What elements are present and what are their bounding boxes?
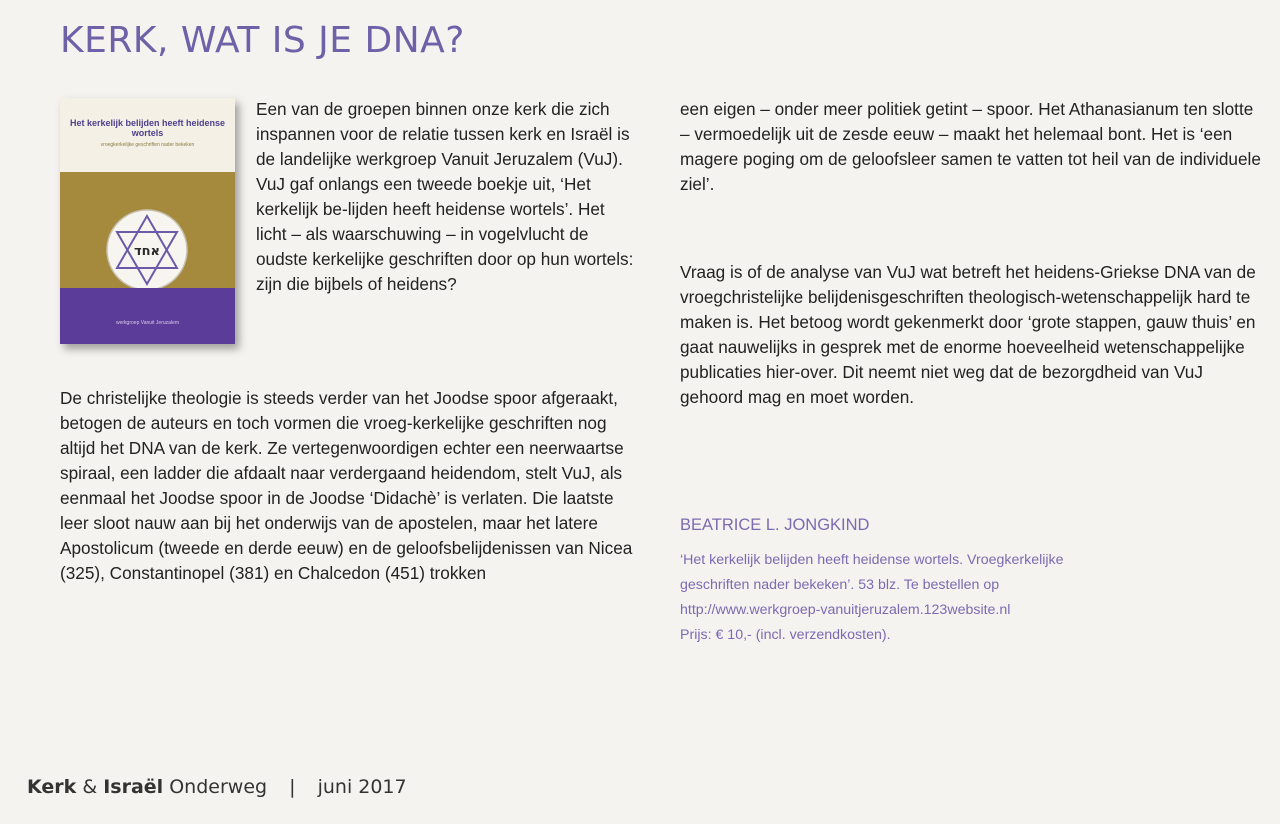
book-cover-title: Het kerkelijk belijden heeft heidense wortels [69,118,226,138]
book-cover-image [60,98,235,344]
article-paragraph-3: een eigen – onder meer politiek getint – spoor. Het Athanasianum ten slotte – vermoedelijk uit de zesde eeuw – maakt het helemaal bont. Het is ‘een magere poging om de geloofsleer samen te vatten tot heil van de individuele ziel’. [680,99,1261,194]
footer-date: juni 2017 [317,776,407,798]
book-reference-price: Prijs: € 10,- (incl. verzendkosten). [680,627,891,643]
article-paragraph-4: Vraag is of de analyse van VuJ wat betreft het heidens-Griekse DNA van de vroegchristelijke belijdenisgeschriften theologisch-wetenschappelijk hard te maken is. Het betoog wordt gekenmerkt door ‘grote stappen, gauw thuis’ en gaat nauwelijks in gesprek met de enorme hoeveelheid wetenschappelijke publicaties hier-over. Dit neemt niet weg dat de bezorgdheid van VuJ gehoord mag en moet worden. [680,262,1256,407]
star-of-david-icon [105,208,189,292]
book-cover-bottom-band [60,288,235,344]
book-reference-line: geschriften nader bekeken’. 53 blz. Te bestellen op [680,577,1000,593]
book-reference-url[interactable]: http://www.werkgroep-vanuitjeruzalem.123website.nl [680,602,1011,618]
footer [27,776,407,798]
footer-brand-amp: & [82,776,98,798]
byline-author: BEATRICE L. JONGKIND [680,516,870,534]
article-paragraph-1: Een van de groepen binnen onze kerk die zich inspannen voor de relatie tussen kerk en Israël is de landelijke werkgroep Vanuit Jeruzalem (VuJ). VuJ gaf onlangs een tweede boekje uit, ‘Het kerkelijk be-lijden heeft heidense wortels’. Het licht – als waarschuwing – in vogelvlucht de oudste kerkelijke geschriften door op hun wortels: zijn die bijbels of heidens? [256,99,634,294]
book-cover-subtitle: vroegkerkelijke geschriften nader bekeken [100,142,195,148]
book-reference-line: ‘Het kerkelijk belijden heeft heidense wortels. Vroegkerkelijke [680,552,1064,568]
footer-brand-onderweg: Onderweg [169,776,268,798]
book-reference [680,548,1240,648]
article-paragraph-2: De christelijke theologie is steeds verder van het Joodse spoor afgeraakt, betogen de auteurs en toch vormen die vroeg-kerkelijke geschriften nog altijd het DNA van de kerk. Ze vertegenwoordigen echter een neerwaartse spiraal, een ladder die afdaalt naar verdergaand heidendom, stelt VuJ, als eenmaal het Joodse spoor in de Joodse ‘Didachè’ is verlaten. Die laatste leer sloot nauw aan bij het onderwijs van de apostelen, maar het latere Apostolicum (tweede en derde eeuw) en de geloofsbelijdenissen van Nicea (325), Constantinopel (381) en Chalcedon (451) trokken [60,388,633,583]
footer-brand-israel: Israël [103,776,164,798]
article-title: KERK, WAT IS JE DNA? [60,20,465,61]
book-cover-author: werkgroep Vanuit Jeruzalem [116,320,179,326]
footer-separator: | [289,776,296,798]
footer-brand-kerk: Kerk [27,776,77,798]
medal-text: אחד [133,244,161,259]
